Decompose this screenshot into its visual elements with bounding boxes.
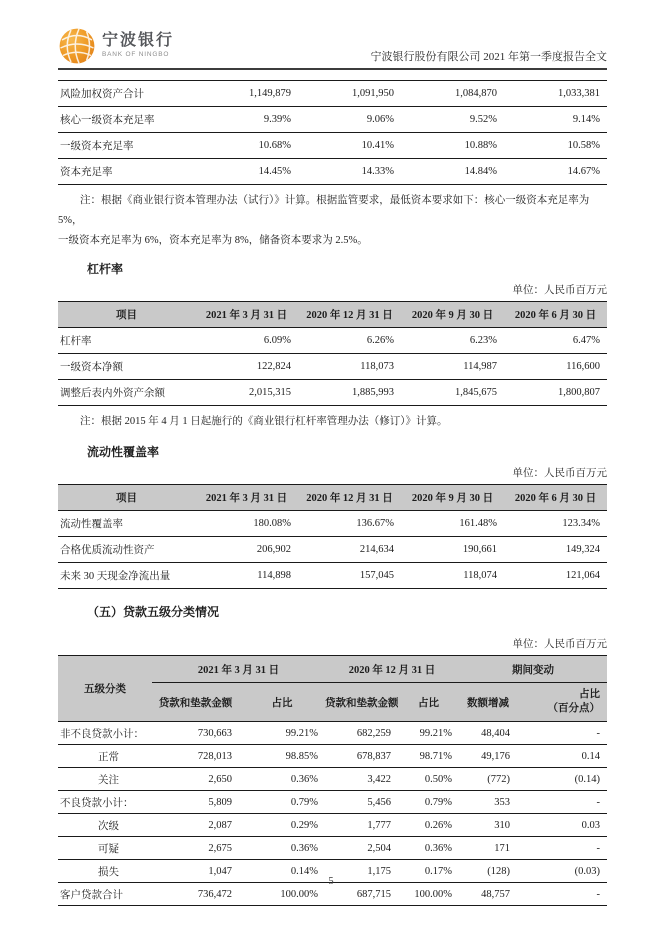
num-cell: 118,074 (463, 570, 497, 581)
table-row (58, 380, 607, 406)
num-cell: 6.23% (469, 335, 497, 346)
num-cell: 2,504 (367, 842, 391, 854)
row-label: 非不良贷款小计： (60, 728, 144, 740)
num-cell: 136.67% (356, 518, 394, 529)
col-subheader: 贷款和垫款金额 (325, 683, 398, 722)
num-cell: 1,091,950 (352, 88, 394, 99)
note-line: 注：根据 2015 年 4 月 1 日起施行的《商业银行杠杆率管理办法（修订）》计算。 (80, 416, 448, 427)
num-cell: 1,047 (208, 865, 232, 877)
table-row (58, 511, 607, 537)
num-cell: 0.79% (424, 796, 452, 808)
num-cell: 9.06% (366, 114, 394, 125)
num-cell: 687,715 (356, 888, 391, 900)
leverage-note (58, 412, 607, 432)
num-cell: 730,663 (197, 727, 232, 739)
num-cell: 1,885,993 (352, 387, 394, 398)
num-cell: 48,757 (481, 888, 510, 900)
col-header: 2020 年 6 月 30 日 (504, 485, 607, 511)
num-cell: 10.88% (464, 140, 497, 151)
num-cell: 10.41% (361, 140, 394, 151)
capital-adequacy-table (58, 80, 607, 185)
table-row (58, 563, 607, 589)
num-cell: 5,809 (208, 796, 232, 808)
num-cell: 0.36% (424, 842, 452, 854)
doc-title: 宁波银行股份有限公司 2021 年第一季度报告全文 (370, 51, 607, 63)
num-cell: 10.58% (567, 140, 600, 151)
num-cell: 678,837 (356, 750, 391, 762)
num-cell: 1,845,675 (455, 387, 497, 398)
page-number: 5 (328, 876, 334, 887)
table-row (58, 328, 607, 354)
num-cell: 114,987 (463, 361, 497, 372)
num-cell: 121,064 (565, 570, 600, 581)
col-header-category: 五级分类 (58, 656, 152, 722)
table-row (58, 837, 607, 860)
num-cell: 14.45% (258, 166, 291, 177)
num-cell: 116,600 (566, 361, 600, 372)
bank-name-en: BANK OF NINGBO (102, 50, 170, 58)
col-group-header: 期间变动 (459, 656, 607, 683)
num-cell: 2,675 (208, 842, 232, 854)
num-cell: 98.85% (285, 750, 318, 762)
num-cell: 2,015,315 (249, 387, 291, 398)
num-cell: 190,661 (462, 544, 497, 555)
section-title-leverage: 杠杆率 (87, 262, 124, 276)
row-label: 核心一级资本充足率 (60, 115, 155, 126)
num-cell: 48,404 (481, 727, 510, 739)
col-header: 项目 (58, 485, 195, 511)
col-subheader-line: （百分点） (547, 703, 600, 714)
table-row (58, 537, 607, 563)
bank-name-cn: 宁波银行 (102, 32, 175, 50)
row-label: 一级资本净额 (60, 362, 123, 373)
num-cell: 9.14% (572, 114, 600, 125)
num-cell: 1,800,807 (558, 387, 600, 398)
row-label: 关注 (98, 774, 119, 786)
num-cell: 214,634 (359, 544, 394, 555)
table-row (58, 107, 607, 133)
table-header-row (58, 485, 607, 511)
num-cell: - (596, 727, 600, 739)
unit-label: 单位：人民币百万元 (512, 639, 607, 650)
num-cell: 149,324 (565, 544, 600, 555)
num-cell: 100.00% (280, 888, 318, 900)
page-content (58, 0, 607, 906)
unit-label: 单位：人民币百万元 (512, 468, 607, 479)
table-row (58, 791, 607, 814)
table-row (58, 745, 607, 768)
num-cell: 2,087 (208, 819, 232, 831)
num-cell: 2,650 (208, 773, 232, 785)
bank-logo (58, 27, 174, 65)
row-label: 杠杆率 (60, 336, 92, 347)
num-cell: 0.29% (290, 819, 318, 831)
table-row (58, 768, 607, 791)
bank-logo-globe-icon (58, 27, 96, 65)
num-cell: 100.00% (414, 888, 452, 900)
num-cell: 3,422 (367, 773, 391, 785)
num-cell: 0.26% (424, 819, 452, 831)
capital-note (58, 191, 607, 251)
num-cell: 99.21% (285, 727, 318, 739)
num-cell: 161.48% (459, 518, 497, 529)
row-label: 合格优质流动性资产 (60, 545, 155, 556)
row-label: 调整后表内外资产余额 (60, 388, 165, 399)
num-cell: (772) (487, 773, 510, 785)
loan-classification-table (58, 655, 607, 906)
num-cell: 1,033,381 (558, 88, 600, 99)
num-cell: (0.03) (574, 865, 600, 877)
num-cell: 0.50% (424, 773, 452, 785)
num-cell: 123.34% (562, 518, 600, 529)
num-cell: 736,472 (197, 888, 232, 900)
bank-logo-text (102, 33, 174, 59)
num-cell: 6.47% (572, 335, 600, 346)
col-subheader: 占比 (239, 683, 325, 722)
table-row (58, 722, 607, 745)
num-cell: 0.14 (581, 750, 600, 762)
num-cell: 98.71% (419, 750, 452, 762)
table-row (58, 159, 607, 185)
num-cell: (0.14) (574, 773, 600, 785)
num-cell: 0.36% (290, 842, 318, 854)
num-cell: 5,456 (367, 796, 391, 808)
num-cell: 118,073 (360, 361, 394, 372)
num-cell: 1,149,879 (249, 88, 291, 99)
unit-label: 单位：人民币百万元 (512, 285, 607, 296)
row-label: 风险加权资产合计 (60, 89, 144, 100)
row-label: 资本充足率 (60, 167, 113, 178)
num-cell: 14.67% (567, 166, 600, 177)
note-line: 注：根据《商业银行资本管理办法（试行）》计算。根据监管要求，最低资本要求如下：核心一级资本充足率为 5%， (58, 195, 590, 226)
num-cell: 14.33% (361, 166, 394, 177)
num-cell: 114,898 (257, 570, 291, 581)
row-label: 客户贷款合计 (60, 889, 123, 901)
num-cell: - (596, 796, 600, 808)
row-label: 流动性覆盖率 (60, 519, 123, 530)
num-cell: 0.17% (424, 865, 452, 877)
col-subheader: 贷款和垫款金额 (152, 683, 239, 722)
table-header-row (58, 656, 607, 683)
col-header: 2021 年 3 月 31 日 (195, 485, 298, 511)
num-cell: 6.09% (263, 335, 291, 346)
row-label: 一级资本充足率 (60, 141, 134, 152)
num-cell: 0.03 (581, 819, 600, 831)
col-subheader: 占比 (398, 683, 459, 722)
col-header: 2020 年 12 月 31 日 (298, 485, 401, 511)
row-label: 正常 (98, 751, 119, 763)
num-cell: - (596, 888, 600, 900)
row-label: 可疑 (98, 843, 119, 855)
num-cell: 9.52% (469, 114, 497, 125)
num-cell: 353 (494, 796, 510, 808)
col-group-header: 2020 年 12 月 31 日 (325, 656, 459, 683)
col-header: 2020 年 12 月 31 日 (298, 302, 401, 328)
table-header-row (58, 302, 607, 328)
table-row (58, 133, 607, 159)
num-cell: 1,175 (367, 865, 391, 877)
num-cell: 99.21% (419, 727, 452, 739)
col-header: 2020 年 6 月 30 日 (504, 302, 607, 328)
table-row (58, 354, 607, 380)
num-cell: 122,824 (256, 361, 291, 372)
num-cell: 1,084,870 (455, 88, 497, 99)
row-label: 次级 (98, 820, 119, 832)
col-header: 2020 年 9 月 30 日 (401, 302, 504, 328)
num-cell: 1,777 (367, 819, 391, 831)
note-line: 一级资本充足率为 6%，资本充足率为 8%，储备资本要求为 2.5%。 (58, 235, 368, 246)
section-title-loan-classification: （五）贷款五级分类情况 (87, 605, 220, 619)
liquidity-table (58, 484, 607, 589)
table-row (58, 814, 607, 837)
num-cell: (128) (487, 865, 510, 877)
row-label: 损失 (98, 866, 119, 878)
num-cell: 171 (494, 842, 510, 854)
page-header (58, 0, 607, 70)
col-group-header: 2021 年 3 月 31 日 (152, 656, 325, 683)
num-cell: 49,176 (481, 750, 510, 762)
num-cell: 14.84% (464, 166, 497, 177)
num-cell: 9.39% (263, 114, 291, 125)
col-subheader-line: 占比 (579, 688, 600, 700)
section-title-liquidity: 流动性覆盖率 (87, 445, 160, 459)
num-cell: 6.26% (366, 335, 394, 346)
col-header: 2021 年 3 月 31 日 (195, 302, 298, 328)
row-label: 未来 30 天现金净流出量 (60, 571, 171, 582)
num-cell: 310 (494, 819, 510, 831)
num-cell: - (596, 842, 600, 854)
num-cell: 0.36% (290, 773, 318, 785)
col-header: 项目 (58, 302, 195, 328)
num-cell: 206,902 (256, 544, 291, 555)
num-cell: 682,259 (356, 727, 391, 739)
num-cell: 728,013 (197, 750, 232, 762)
leverage-table (58, 301, 607, 406)
num-cell: 10.68% (258, 140, 291, 151)
num-cell: 0.79% (290, 796, 318, 808)
num-cell: 157,045 (359, 570, 394, 581)
num-cell: 0.14% (290, 865, 318, 877)
col-subheader (517, 683, 607, 722)
row-label: 不良贷款小计： (60, 797, 134, 809)
col-subheader: 数额增减 (459, 683, 517, 722)
table-row (58, 81, 607, 107)
col-header: 2020 年 9 月 30 日 (401, 485, 504, 511)
num-cell: 180.08% (253, 518, 291, 529)
